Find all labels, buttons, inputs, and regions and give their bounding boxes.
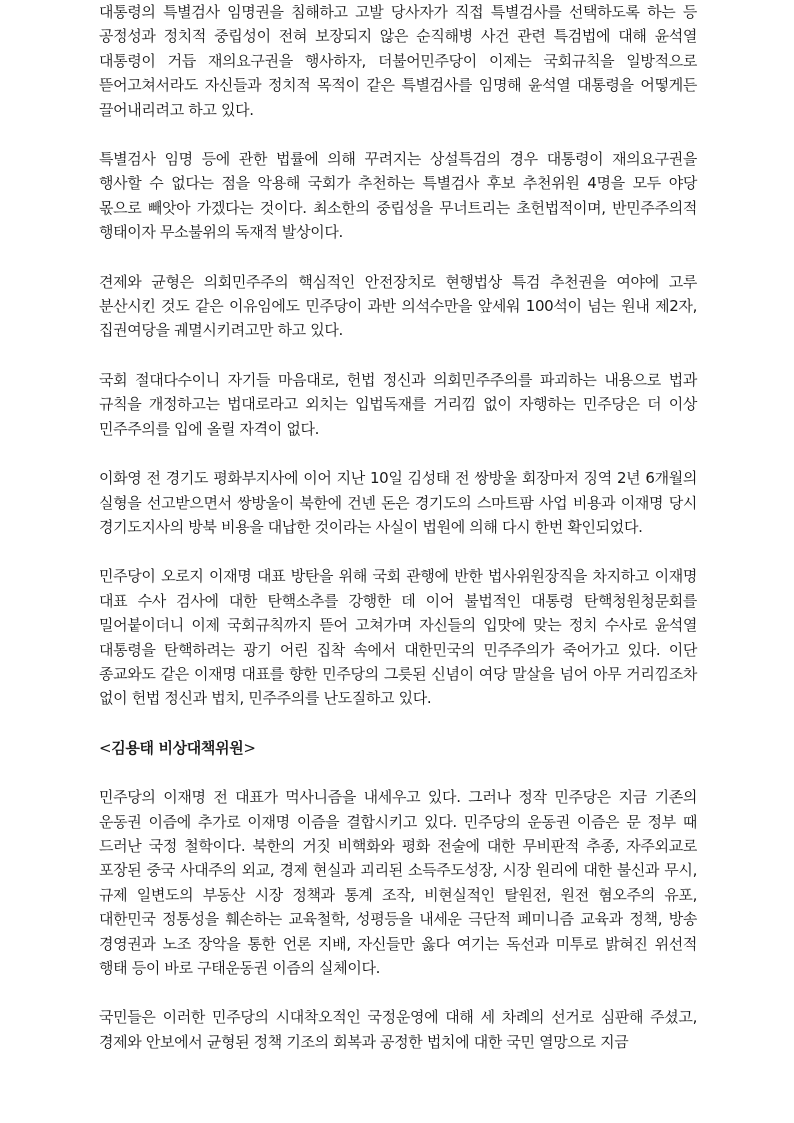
speaker-name: 김용태 비상대책위원 [111, 738, 244, 757]
document-body [99, 0, 697, 1079]
paragraph-5: 이화영 전 경기도 평화부지사에 이어 지난 10일 김성태 전 쌍방울 회장마저 징역 2년 6개월의 실형을 선고받으면서 쌍방울이 북한에 건넨 돈은 경기도의 스마트팜 사업 비용과 이재명 당시 경기도지사의 방북 비용을 대납한 것이라는 사실이 법원에 의해 다시 한번 확인되었다. [99, 469, 697, 536]
paragraph-7: 민주당의 이재명 전 대표가 먹사니즘을 내세우고 있다. 그러나 정작 민주당은 지금 기존의 운동권 이즘에 추가로 이재명 이즘을 결합시키고 있다. 민주당의 운동권 이즘은 문 정부 때 드러난 국정 철학이다. 북한의 거짓 비핵화와 평화 전술에 대한 무비판적 추종, 자주외교로 포장된 중국 사대주의 외교, 경제 현실과 괴리된 소득주도성장, 시장 원리에 대한 불신과 무시, 규제 일변도의 부동산 시장 정책과 통계 조작, 비현실적인 탈원전, 원전 혐오주의 유포, 대한민국 정통성을 훼손하는 교육철학, 성평등을 내세운 극단적 페미니즘 교육과 정책, 방송 경영권과 노조 장악을 통한 언론 지배, 자신들만 옳다 여기는 독선과 미투로 밝혀진 위선적 행태 등이 바로 구태운동권 이즘의 실체이다. [99, 788, 697, 977]
paragraph-6: 민주당이 오로지 이재명 대표 방탄을 위해 국회 관행에 반한 법사위원장직을 차지하고 이재명 대표 수사 검사에 대한 탄핵소추를 강행한 데 이어 불법적인 대통령 탄핵청원청문회를 밀어붙이더니 이제 국회규칙까지 뜯어 고쳐가며 자신들의 입맛에 맞는 정치 수사로 윤석열 대통령을 탄핵하려는 광기 어린 집착 속에서 대한민국의 민주주의가 죽어가고 있다. 이단 종교와도 같은 이재명 대표를 향한 민주당의 그릇된 신념이 여당 말살을 넘어 아무 거리낌조차 없이 헌법 정신과 법치, 민주주의를 난도질하고 있다. [99, 567, 697, 708]
paragraph-2: 특별검사 임명 등에 관한 법률에 의해 꾸려지는 상설특검의 경우 대통령이 재의요구권을 행사할 수 없다는 점을 악용해 국회가 추천하는 특별검사 후보 추천위원 4명을 모두 야당 몫으로 빼앗아 가겠다는 것이다. 최소한의 중립성을 무너트리는 초헌법적이며, 반민주주의적 행태이자 무소불위의 독재적 발상이다. [99, 150, 697, 242]
heading-open-bracket: < [99, 738, 112, 757]
paragraph-4: 국회 절대다수이니 자기들 마음대로, 헌법 정신과 의회민주주의를 파괴하는 내용으로 법과 규칙을 개정하고는 법대로라고 외치는 입법독재를 거리낌 없이 자행하는 민주당은 더 이상 민주주의를 입에 올릴 자격이 없다. [99, 370, 697, 438]
paragraph-3: 견제와 균형은 의회민주주의 핵심적인 안전장치로 현행법상 특검 추천권을 여야에 고루 분산시킨 것도 같은 이유임에도 민주당이 과반 의석수만을 앞세워 100석이 넘는 원내 제2자, 집권여당을 궤멸시키려고만 하고 있다. [99, 272, 697, 340]
heading-close-bracket: > [243, 738, 256, 757]
speaker-heading [99, 736, 697, 760]
paragraph-1: 대통령의 특별검사 임명권을 침해하고 고발 당사자가 직접 특별검사를 선택하도록 하는 등 공정성과 정치적 중립성이 전혀 보장되지 않은 순직해병 사건 관련 특검법에 대해 윤석열 대통령이 거듭 재의요구권을 행사하자, 더불어민주당이 이제는 국회규칙을 일방적으로 뜯어고쳐서라도 자신들과 정치적 목적이 같은 특별검사를 임명해 윤석열 대통령을 어떻게든 끌어내리려고 하고 있다. [99, 3, 697, 119]
paragraph-8: 국민들은 이러한 민주당의 시대착오적인 국정운영에 대해 세 차례의 선거로 심판해 주셨고, 경제와 안보에서 균형된 정책 기조의 회복과 공정한 법치에 대한 국민 열망으로 지금 [99, 1008, 697, 1051]
